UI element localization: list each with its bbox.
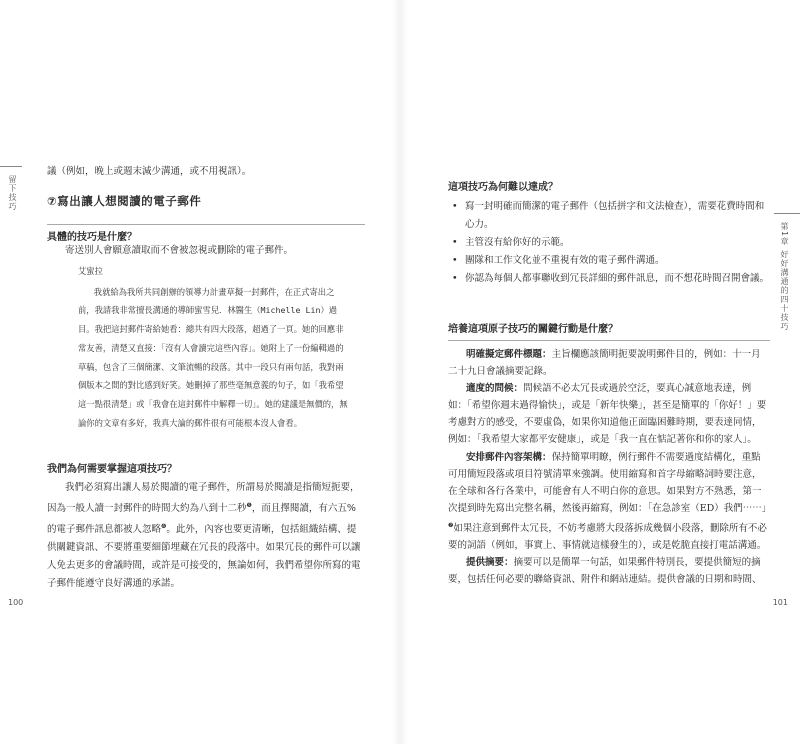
chapter-title: 好好溝通的四十技巧 — [780, 250, 789, 332]
item-label: 提供摘要： — [466, 557, 514, 569]
bullet-icon: • — [452, 201, 458, 212]
subheading-why-needed: 我們為何需要掌握這項技巧？ — [47, 464, 177, 475]
endnote-marker: ❺ — [246, 502, 252, 509]
bullet-icon: • — [452, 273, 458, 284]
left-running-head-text: 留下技巧 — [8, 175, 17, 211]
running-head-rule — [774, 213, 800, 214]
left-page-number: 100 — [8, 598, 24, 607]
item-text: 主旨欄應該簡明扼要說明郵件目的，例如：十一月二十九日會議摘要記錄。 — [448, 349, 761, 378]
item-label: 明確擬定郵件標題： — [466, 349, 552, 360]
key-actions-list — [448, 346, 770, 588]
list-item: • 團隊和工作文化並不重視有效的電子郵件溝通。 — [448, 252, 770, 270]
left-running-head — [8, 175, 20, 211]
list-item — [448, 380, 770, 448]
bullet-icon: • — [452, 237, 458, 248]
list-item — [448, 554, 770, 588]
right-running-head — [780, 222, 792, 335]
chapter-label: 第1章 — [780, 222, 789, 247]
subheading-what-skill: 具體的技巧是什麼？ — [47, 232, 137, 243]
right-page-number: 101 — [772, 598, 788, 607]
continued-paragraph: 議（例如，晚上或週末減少溝通，或不用視訊）。 — [47, 166, 252, 177]
why-needed-text-1: 我們必須寫出讓人易於閱讀的電子郵件，所謂易於閱讀是指簡短扼要，因為一般人讀一封郵件的時間大約為八到十二秒 — [47, 482, 360, 515]
subheading-key-actions: 培養這項原子技巧的關鍵行動是什麼？ — [448, 324, 618, 335]
item-text: 問候語不必太冗長或過於空泛，要真心誠意地表達，例如：「希望你週末過得愉快」，或是「新年快樂」，甚至是簡單的「你好！」要考慮對方的感受，不要虛偽，如果你知道他正面臨困難時期，要表達同情，例如：「我希望大家都平安健康」，或是「我一直在惦記著你和你的家人」。 — [448, 383, 767, 446]
running-head-rule — [0, 166, 22, 167]
endnote-marker: ❻ — [161, 523, 167, 531]
why-needed-paragraph — [47, 479, 365, 593]
section-title: ⑦寫出讓人想閱讀的電子郵件 — [47, 194, 202, 208]
item-text: 保持簡單明瞭，例行郵件不需要過度結構化，重點可用簡短段落或項目符號清單來強調。使用縮寫和首字母縮略詞時要注意，在全球和各行各業中，可能會有人不明白你的意思。如果對方不熟悉，第一次提到時先寫出完整名稱，然後再縮寫，例如：「在急診室（ED）我們⋯⋯」 — [448, 451, 772, 514]
anecdote-text: 我就給為我所共同創辦的領導力計畫草擬一封郵件，在正式寄出之前，我請我非常擅長溝通的導師蜜雪兒．林醫生（Michelle Lin）過目。我把這封郵件寄給她看：總共有四大段落，超過了一頁。她的回應非常友善，清楚又直接：「沒有人會讀完這些內容」。她附上了一份編輯過的草稿，包含了三個簡潔、文筆流暢的段落。其中一段只有兩句話，我對兩個版本之間的對比感到好笑。她刪掉了那些毫無意義的句子，如「我希望這一點很清楚」或「我會在這封郵件中解釋一切」。她的建議是無價的，無論你的文章有多好，我真大論的郵件很有可能根本沒人會看。 — [78, 286, 348, 428]
item-text-cont: 如果注意到郵件太冗長，不妨考慮將大段落拆成幾個小段落，刪除所有不必要的詞語（例如，事實上、事情就這樣發生的），或是乾脆直接打電話溝通。 — [448, 523, 767, 552]
subheading-rule — [448, 340, 770, 341]
list-item: • 主管沒有給你好的示範。 — [448, 234, 770, 252]
bullet-icon: • — [452, 255, 458, 266]
anecdote-author: 艾蜜拉 — [78, 266, 103, 276]
endnote-marker: ❼ — [448, 521, 454, 529]
list-item — [448, 346, 770, 380]
list-item: • 寫一封明確而簡潔的電子郵件（包括拼字和文法檢查），需要花費時間和心力。 — [448, 198, 770, 234]
skill-definition: 寄送別人會願意讀取而不會被忽視或刪除的電子郵件。 — [65, 245, 294, 256]
subheading-why-hard: 這項技巧為何難以達成？ — [448, 182, 558, 193]
why-needed-text-3: 。此外，內容也要更清晰，包括組織結構、提供關鍵資訊、不要將重要細節埋藏在冗長的段落中。如果冗長的郵件可以讓人免去更多的會議時間，或許是可接受的，無論如何，我們希望你所寫的電子郵件能遵守良好溝通的承諾。 — [47, 524, 361, 590]
item-label: 適度的問候： — [466, 383, 524, 395]
item-label: 安排郵件內容架構： — [466, 451, 552, 463]
section-title-rule — [47, 224, 365, 225]
why-needed-text-2: ，而且擇閱讀，有六五%的電子郵件訊息都被人忽略 — [47, 503, 356, 536]
difficulty-list — [448, 198, 770, 288]
list-item: • 你認為每個人都事聯收到冗長詳細的郵件訊息，而不想花時間召開會議。 — [448, 270, 770, 288]
anecdote-block — [78, 262, 348, 432]
list-item — [448, 449, 770, 555]
item-text: 摘要可以是簡單一句話，如果郵件特別長，要提供簡短的摘要，包括任何必要的聯絡資訊、附件和網站連結。提供會議的日期和時間、 — [448, 557, 762, 586]
